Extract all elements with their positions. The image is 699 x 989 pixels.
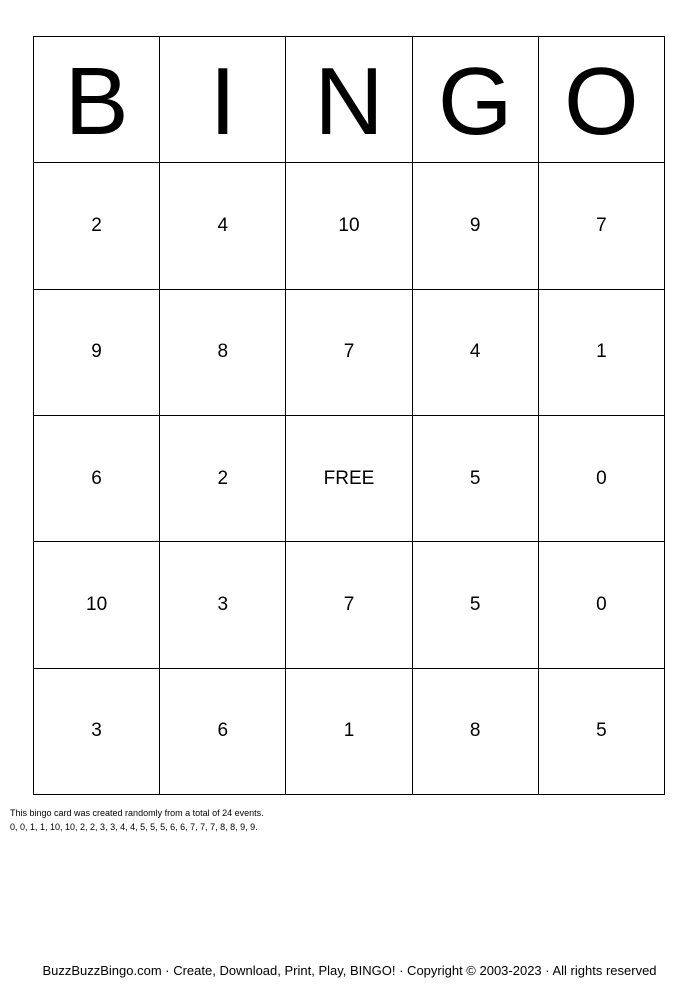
bingo-cell: 7 [286, 290, 412, 416]
bingo-cell: 8 [413, 669, 539, 795]
bingo-cell: 1 [286, 669, 412, 795]
bingo-cell: 4 [413, 290, 539, 416]
bingo-cell: 10 [34, 542, 160, 668]
card-note-summary: This bingo card was created randomly from a total of 24 events. [10, 808, 264, 818]
bingo-cell: 1 [539, 290, 665, 416]
bingo-cell: 3 [34, 669, 160, 795]
bingo-cell: 5 [539, 669, 665, 795]
bingo-card [33, 36, 665, 795]
bingo-cell: 6 [160, 669, 286, 795]
header-letter-b: B [34, 37, 160, 163]
bingo-cell: 4 [160, 163, 286, 289]
bingo-cell: 2 [34, 163, 160, 289]
page-footer: BuzzBuzzBingo.com · Create, Download, Print, Play, BINGO! · Copyright © 2003-2023 · All rights reserved [42, 963, 657, 978]
bingo-cell: 0 [539, 416, 665, 542]
bingo-cell: 9 [413, 163, 539, 289]
header-letter-i: I [160, 37, 286, 163]
bingo-cell: 0 [539, 542, 665, 668]
bingo-cell: 6 [34, 416, 160, 542]
header-letter-n: N [286, 37, 412, 163]
bingo-cell: 2 [160, 416, 286, 542]
card-note-events: 0, 0, 1, 1, 10, 10, 2, 2, 3, 3, 4, 4, 5, 5, 5, 6, 6, 7, 7, 7, 8, 8, 9, 9. [10, 822, 258, 832]
header-letter-o: O [539, 37, 665, 163]
free-space-cell: FREE [286, 416, 412, 542]
bingo-cell: 8 [160, 290, 286, 416]
bingo-cell: 7 [539, 163, 665, 289]
bingo-cell: 5 [413, 416, 539, 542]
bingo-cell: 9 [34, 290, 160, 416]
card-note [10, 806, 264, 834]
bingo-cell: 3 [160, 542, 286, 668]
bingo-cell: 7 [286, 542, 412, 668]
bingo-cell: 5 [413, 542, 539, 668]
header-letter-g: G [413, 37, 539, 163]
bingo-cell: 10 [286, 163, 412, 289]
